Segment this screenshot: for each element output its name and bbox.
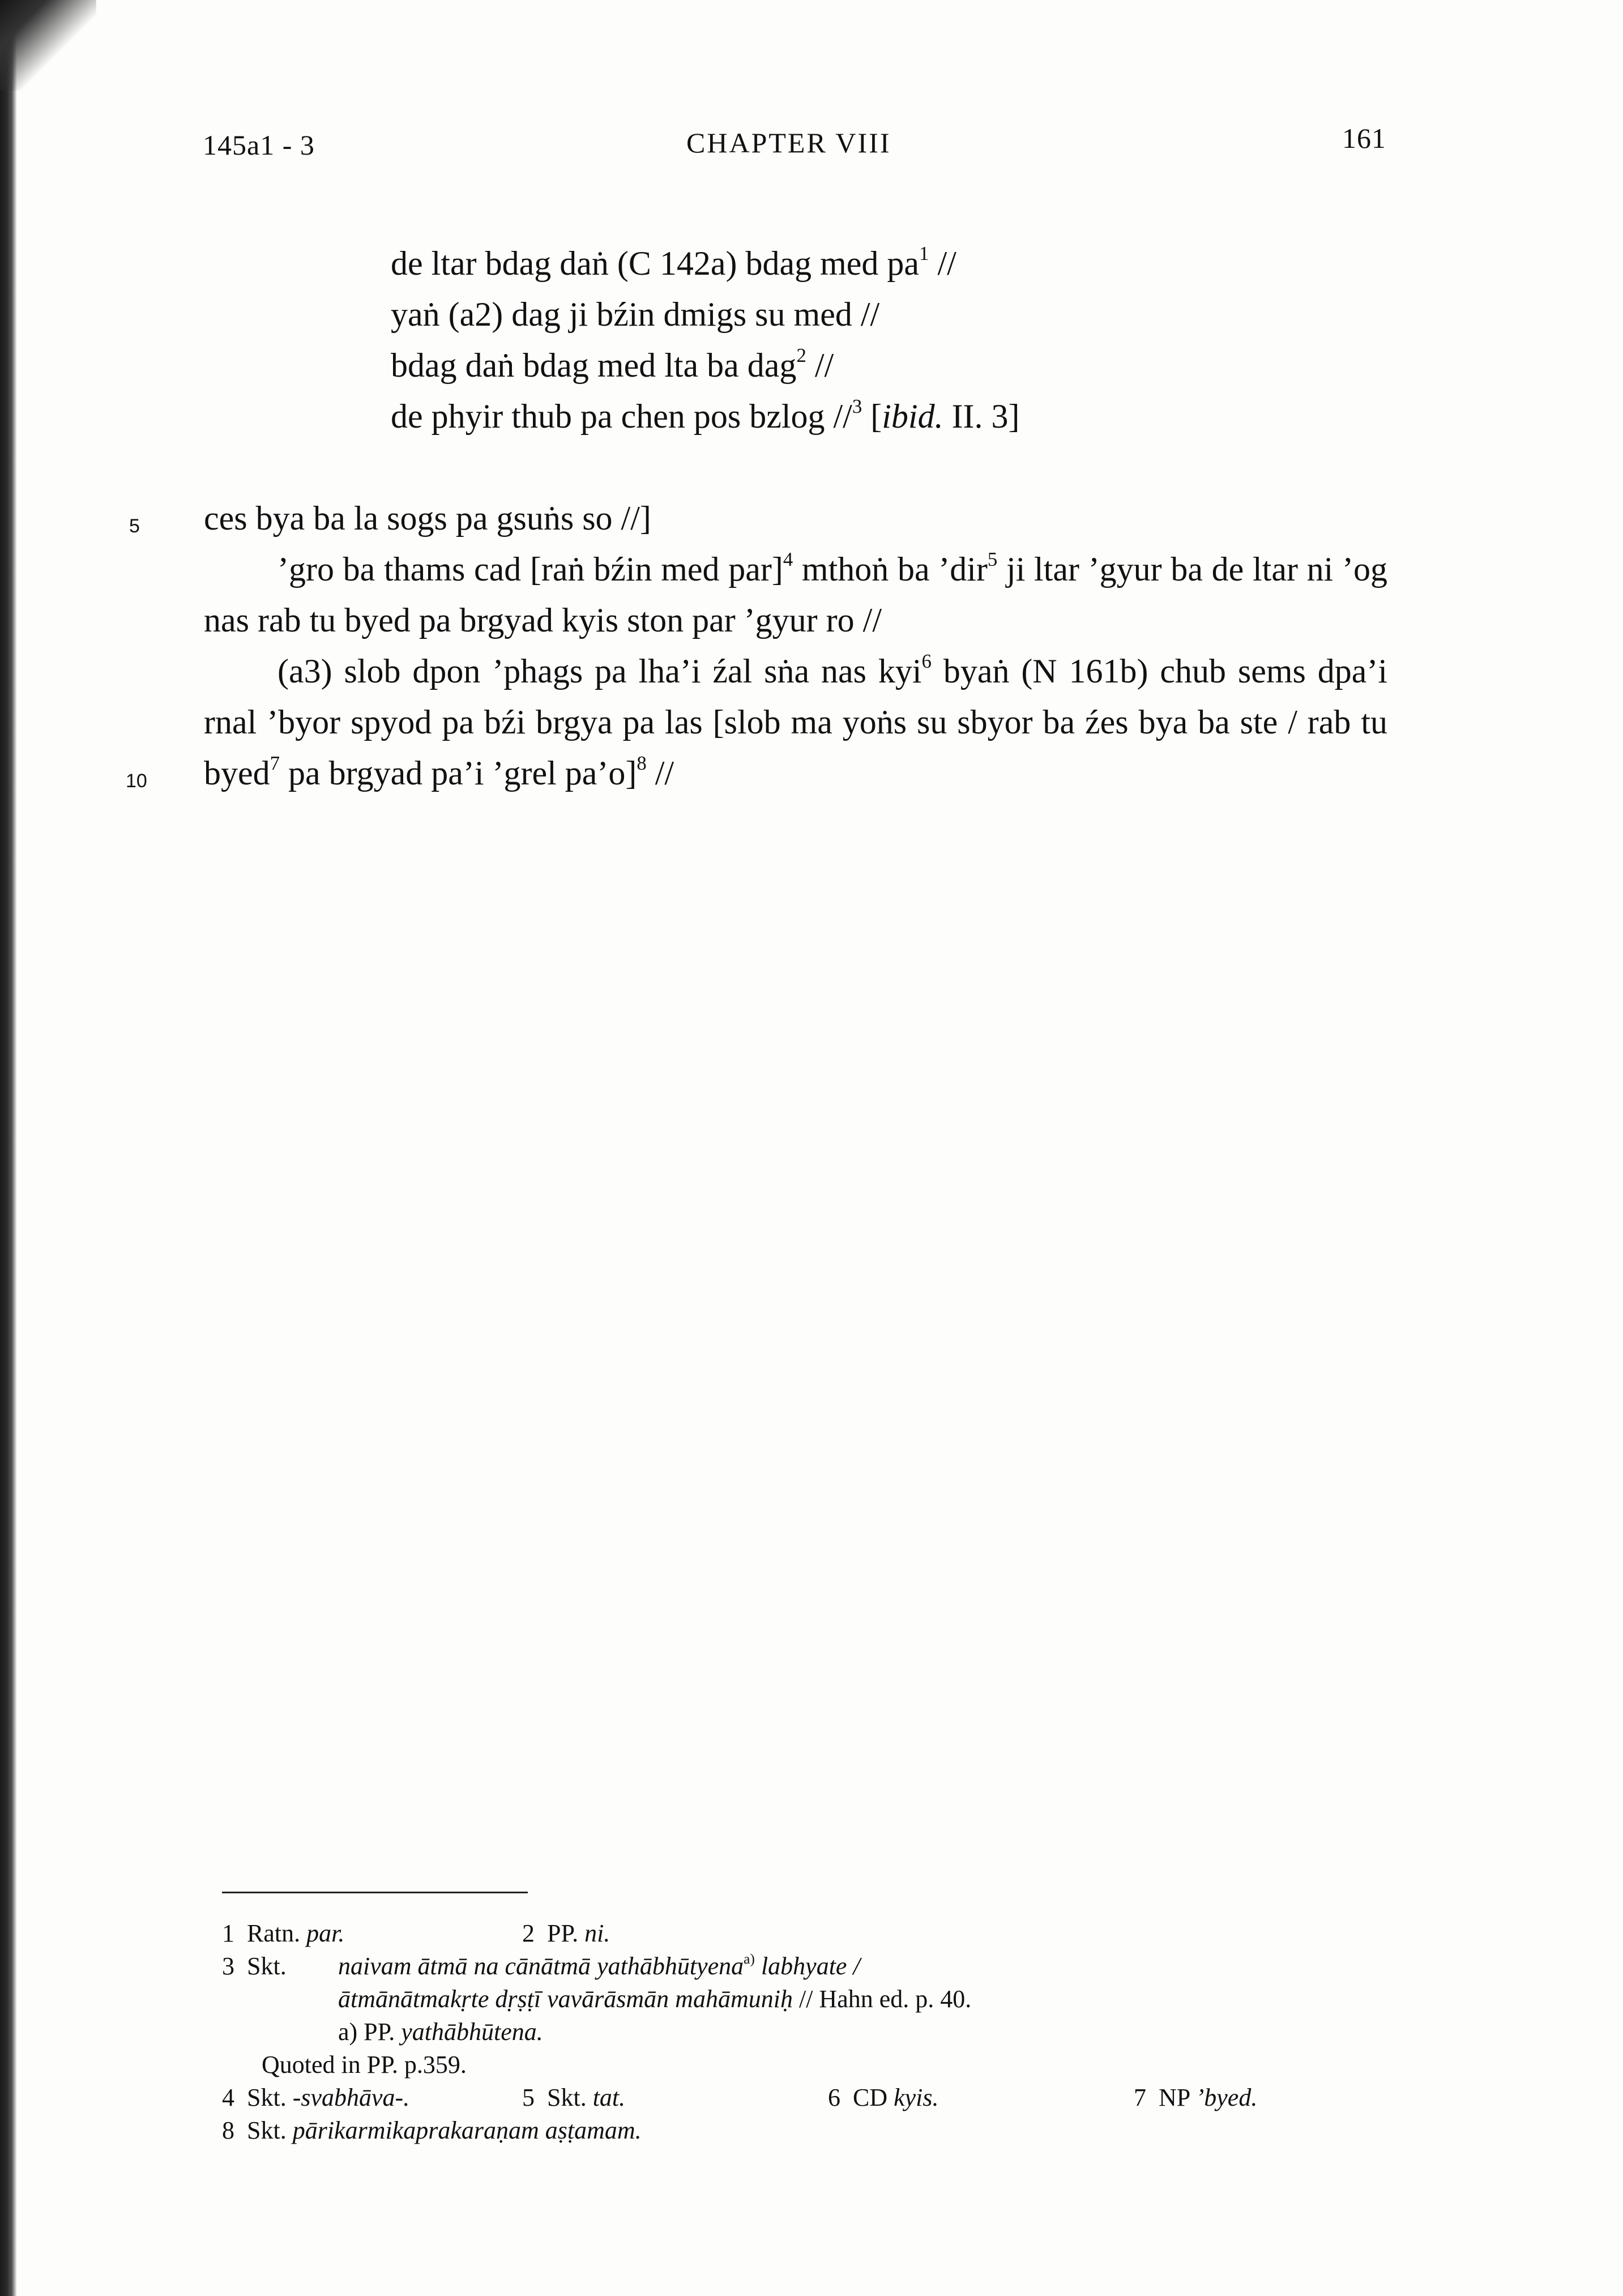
footnote-3: 3 Skt. naivam ātmā na cānātmā yathābhūtyena$^{a)}$ labhyate / xyxy=(222,1950,860,1980)
verse-line: bdag daṅ bdag med lta ba dag$^2$ // xyxy=(391,344,834,384)
footnote-6: 6 CD kyis. xyxy=(828,2084,939,2111)
paragraph: (a3) slob dpon ’phags pa lha’i źal sṅa nas kyi$^6$ byaṅ (N 161b) chub sems dpa’i rnal ’byor spyod pa bźi brgya pa las [slob ma yoṅs su sbyor ba źes bya ba ste / rab tu byed$^7$ pa brgyad pa’i ’grel pa’o]$^8$ // xyxy=(204,650,1387,792)
verse-line: yaṅ (a2) dag ji bźin dmigs su med // xyxy=(391,296,880,333)
scan-binding-shadow xyxy=(0,0,17,2296)
footnote-row xyxy=(222,2114,1355,2147)
footnotes xyxy=(222,1917,1355,2147)
line-number-10: 10 xyxy=(126,770,147,792)
line-number-5: 5 xyxy=(129,515,140,537)
verse-block xyxy=(391,238,1410,442)
prose-body xyxy=(204,493,1387,799)
verse-line: de ltar bdag daṅ (C 142a) bdag med $pa^1$ // xyxy=(391,242,956,282)
scan-corner-shadow xyxy=(0,0,96,91)
footnote-8: 8 Skt. pārikarmikaprakaraṇam aṣṭamam. xyxy=(222,2116,642,2144)
section-reference: 145a1 - 3 xyxy=(203,129,315,161)
footnote-3-quoted: Quoted in PP. p.359. xyxy=(262,2051,467,2079)
paragraph: ’gro ba thams cad [raṅ bźin med par]$^4$ mthoṅ ba ’dir$^5$ ji ltar ’gyur ba de ltar ni ’og nas rab tu byed pa brgyad kyis ston par ’gyur ro // xyxy=(204,548,1387,639)
page-number: 161 xyxy=(1342,122,1386,154)
chapter-title: CHAPTER VIII xyxy=(686,127,891,159)
footnote-1: 1 Ratn. par. xyxy=(222,1919,345,1947)
footnote-row xyxy=(222,1917,1355,1950)
running-head xyxy=(0,122,1623,161)
footnote-5: 5 Skt. tat. xyxy=(522,2084,626,2111)
footnote-rule xyxy=(222,1892,528,1893)
footnote-7: 7 NP ’byed. xyxy=(1134,2084,1258,2111)
footnote-3-subnote: a) PP. yathābhūtena. xyxy=(338,2018,543,2046)
paragraph: ces bya ba la sogs pa gsuṅs so //] xyxy=(204,500,651,537)
footnote-4: 4 Skt. -svabhāva-. xyxy=(222,2084,410,2111)
footnote-3-cont: ātmānātmakṛte dṛṣṭī vavārāsmān mahāmuniḥ // Hahn ed. p. 40. xyxy=(338,1985,972,2013)
footnote-2: 2 PP. ni. xyxy=(522,1919,610,1947)
footnote-row xyxy=(222,2081,1355,2114)
verse-line: de phyir thub pa chen pos bzlog //$^3$ [ibid. II. 3] xyxy=(391,395,1020,435)
